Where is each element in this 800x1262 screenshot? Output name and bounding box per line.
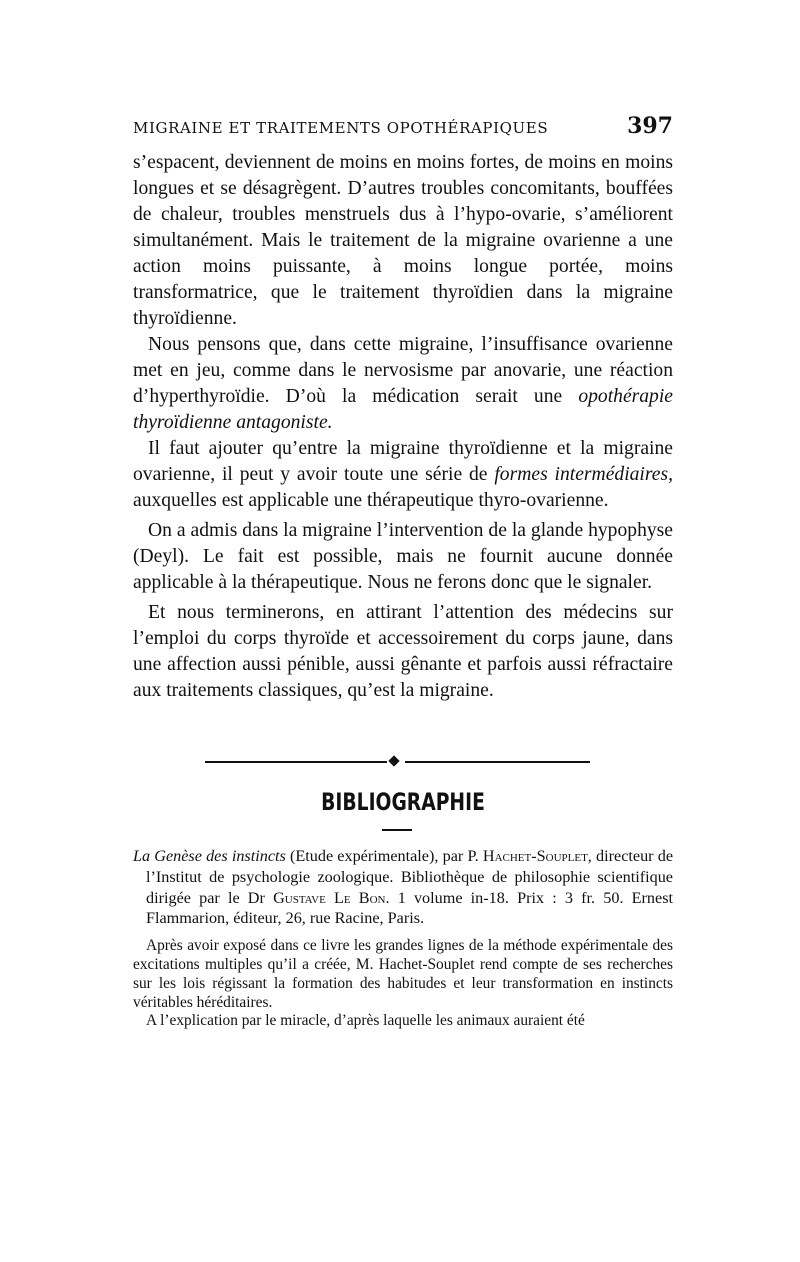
review-paragraph-2: A l’explication par le miracle, d’après laquelle les animaux auraient été — [146, 1012, 585, 1030]
entry-title: La Genèse des instincts — [133, 847, 286, 865]
running-head-title: MIGRAINE ET TRAITEMENTS OPOTHÉRAPIQUES — [133, 119, 549, 137]
divider-line-right — [405, 761, 590, 763]
bibliography-heading: BIBLIOGRAPHIE — [321, 788, 485, 816]
paragraph-2-text: Nous pensons que, dans cette migraine, l’insuffisance ovarienne met en jeu, comme dans le nervosisme par anovarie, une réaction d’hyperthyroïdie. D’où la médication serait une — [133, 334, 673, 407]
diamond-icon — [388, 755, 399, 766]
entry-editor: Gustave Le Bon. — [273, 888, 390, 907]
divider-line-left — [205, 761, 387, 763]
entry-author: Hachet-Souplet, — [482, 847, 592, 865]
paragraph-3-text-a: Il faut ajouter qu’entre la migraine thyroïdienne et la migraine ovarienne, il peut y avoir toute une série de — [133, 438, 673, 485]
review-paragraph-1: Après avoir exposé dans ce livre les grandes lignes de la méthode expérimentale des excitations multiples qu’il a créée, M. Hachet-Souplet rend compte de ses recherches sur les lois régissant la formation des habitudes et leur transformation en instincts véritables héréditaires. — [133, 937, 673, 1011]
paragraph-2 — [133, 332, 673, 436]
paragraph-3 — [133, 436, 673, 514]
paragraph-5: Et nous terminerons, en attirant l’attention des médecins sur l’emploi du corps thyroïde et accessoirement du corps jaune, dans une affection aussi pénible, aussi gênante et parfois aussi réfractaire aux traitements classiques, qu’est la migraine. — [133, 602, 673, 701]
paragraph-4: On a admis dans la migraine l’intervention de la glande hypophyse (Deyl). Le fait est possible, mais ne fournit aucune donnée applicable à la thérapeutique. Nous ne ferons donc que le signaler. — [133, 520, 673, 593]
bibliography-entry — [133, 846, 673, 929]
page-number: 397 — [627, 113, 673, 139]
paragraph-3-text-b: auxquelles est applicable une thérapeutique thyro-ovarienne. — [133, 490, 609, 511]
main-text — [133, 150, 673, 704]
entry-text-a: (Etude expérimentale), par P. — [285, 847, 483, 865]
heading-rule — [382, 829, 412, 831]
entry-text-b: directeur de l’Institut de psychologie zoologique. Bibliothèque de philosophie scientifique dirigée par le Dr — [146, 847, 674, 907]
paragraph-2-italic: opothérapie thyroïdienne antagoniste. — [133, 386, 673, 433]
running-head — [133, 113, 673, 143]
entry-text-c: 1 volume in-18. Prix : 3 fr. 50. Ernest Flammarion, éditeur, 26, rue Racine, Paris. — [146, 888, 674, 928]
section-divider-ornament — [205, 757, 590, 767]
paragraph-3-italic: formes intermédiaires, — [494, 464, 673, 485]
bibliography-section — [133, 846, 673, 1031]
paragraph-1: s’espacent, deviennent de moins en moins fortes, de moins en moins longues et se désagrègent. D’autres troubles concomitants, bouffées de chaleur, troubles menstruels dus à l’hypo-ovarie, s’améliorent simultanément. Mais le traitement de la migraine ovarienne a une action moins puissante, à moins longue portée, moins transformatrice, que le traitement thyroïdien dans la migraine thyroïdienne. — [133, 152, 673, 329]
